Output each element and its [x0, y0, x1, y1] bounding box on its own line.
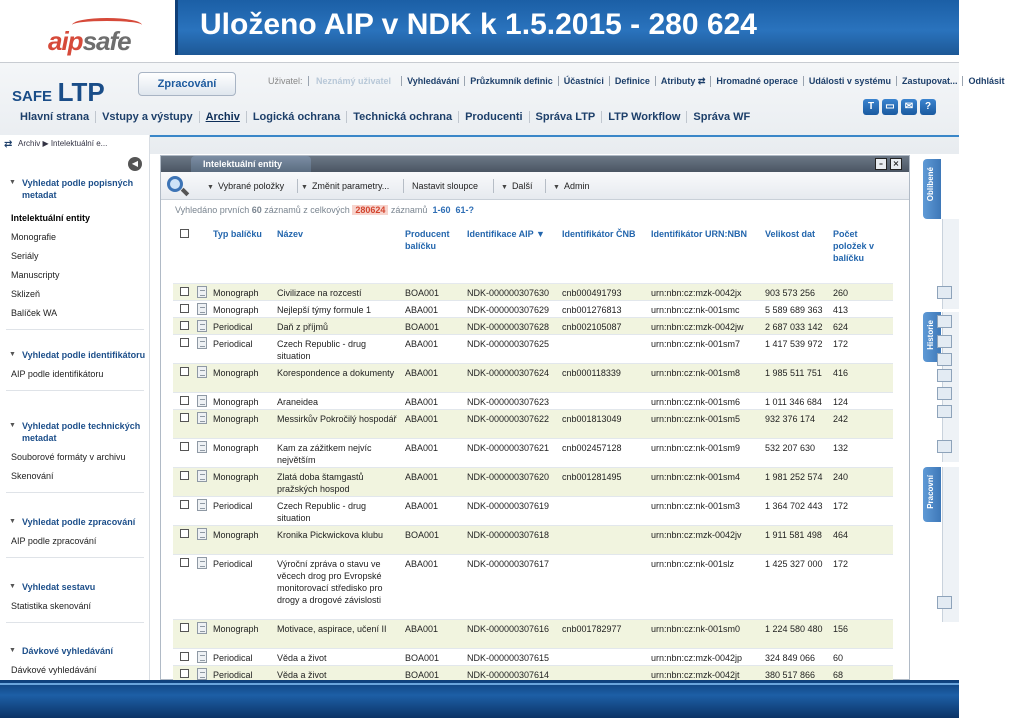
- cell-size: 1 224 580 480: [765, 624, 823, 634]
- row-checkbox[interactable]: [180, 338, 189, 347]
- row-checkbox[interactable]: [180, 304, 189, 313]
- select-all-checkbox[interactable]: [180, 229, 189, 238]
- document-icon[interactable]: [197, 337, 207, 349]
- row-checkbox[interactable]: [180, 287, 189, 296]
- cell-name: Kam za zážitkem nejvíc největším: [277, 443, 372, 465]
- cell-name: Czech Republic - drug situation: [277, 339, 367, 361]
- document-icon[interactable]: [197, 303, 207, 315]
- table-row[interactable]: [173, 301, 893, 318]
- cell-size: 1 011 346 684: [765, 397, 822, 407]
- cell-count: 124: [833, 397, 849, 407]
- list-icon[interactable]: [937, 596, 952, 609]
- rail-tab-label: Pracovní: [926, 475, 935, 509]
- rail-tab-label: Oblíbené: [926, 167, 935, 202]
- row-checkbox[interactable]: [180, 529, 189, 538]
- cell-size: 2 687 033 142: [765, 322, 823, 332]
- cell-urn: urn:nbn:cz:nk-001sm9: [651, 443, 741, 453]
- cell-name: Araneidea: [277, 397, 319, 407]
- row-checkbox[interactable]: [180, 413, 189, 422]
- result-first: 60: [251, 205, 262, 215]
- sidebar-section: [0, 516, 150, 558]
- sidebar-item[interactable]: Dávkové vyhledávání: [11, 665, 97, 675]
- breadcrumb: [0, 135, 150, 155]
- document-icon[interactable]: [937, 405, 952, 418]
- table-row[interactable]: [173, 410, 893, 439]
- cell-name: Zlatá doba štamgastů pražských hospod: [277, 472, 364, 494]
- sidebar-divider: [6, 329, 144, 330]
- cell-name: Věda a život: [277, 653, 327, 663]
- cell-cnb: cnb001782977: [562, 624, 622, 634]
- cell-urn: urn:nbn:cz:nk-001sm7: [651, 339, 741, 349]
- cell-count: 464: [833, 530, 849, 540]
- cell-count: 68: [833, 670, 844, 680]
- sidebar-item[interactable]: Manuscripty: [11, 270, 60, 280]
- section-tab-zpracovani[interactable]: Zpracování: [138, 72, 236, 96]
- cell-urn: urn:nbn:cz:mzk-0042jw: [651, 322, 744, 332]
- sidebar-divider: [6, 390, 144, 391]
- nav-item-1[interactable]: Vstupy a výstupy: [96, 111, 199, 123]
- cell-urn: urn:nbn:cz:nk-001sm4: [651, 472, 741, 482]
- column-header-1[interactable]: Název: [277, 229, 304, 239]
- row-checkbox[interactable]: [180, 669, 189, 678]
- cell-type: Periodical: [213, 322, 253, 332]
- sidebar-section-title[interactable]: ▼ Vyhledat podle popisných metadat: [0, 177, 150, 201]
- sidebar-section: [0, 420, 150, 493]
- cell-producer: ABA001: [405, 501, 439, 511]
- cell-urn: urn:nbn:cz:nk-001sm6: [651, 397, 741, 407]
- sidebar-section: [0, 349, 150, 391]
- cell-aip: NDK-000000307615: [467, 653, 550, 663]
- search-icon[interactable]: [165, 175, 189, 197]
- cell-urn: urn:nbn:cz:nk-001sm3: [651, 501, 741, 511]
- column-header-4[interactable]: Identifikátor ČNB: [562, 229, 636, 239]
- table-row[interactable]: [173, 335, 893, 364]
- cell-name: Daň z příjmů: [277, 322, 329, 332]
- row-checkbox[interactable]: [180, 558, 189, 567]
- cell-urn: urn:nbn:cz:nk-001sm0: [651, 624, 741, 634]
- column-header-2[interactable]: Producent balíčku: [405, 229, 450, 251]
- panel-tab-intelektualni-entity[interactable]: Intelektuální entity: [191, 156, 311, 172]
- cell-count: 260: [833, 288, 849, 298]
- document-icon[interactable]: [197, 557, 207, 569]
- footer-stripe: [0, 683, 959, 685]
- set-columns-button[interactable]: Nastavit sloupce: [412, 181, 479, 191]
- cell-type: Monograph: [213, 530, 259, 540]
- cell-aip: NDK-000000307618: [467, 530, 550, 540]
- document-icon[interactable]: [937, 353, 952, 366]
- sidebar-section-title[interactable]: ▼ Vyhledat podle identifikátoru: [0, 349, 150, 361]
- nav-item-2[interactable]: Archiv: [200, 111, 247, 123]
- window-icon[interactable]: ▭: [882, 99, 898, 115]
- cell-size: 380 517 866: [765, 670, 816, 680]
- sidebar-item[interactable]: Intelektuální entity: [11, 213, 91, 223]
- cell-aip: NDK-000000307616: [467, 624, 550, 634]
- logo-text: [48, 26, 131, 57]
- main-nav: [14, 111, 756, 123]
- cell-aip: NDK-000000307623: [467, 397, 550, 407]
- rail-tab-pracovni[interactable]: [923, 467, 941, 522]
- sidebar-item[interactable]: Balíček WA: [11, 308, 58, 318]
- sidebar-item[interactable]: Statistika skenování: [11, 601, 92, 611]
- sidebar-item[interactable]: Seriály: [11, 251, 39, 261]
- panel-toolbar: [161, 172, 909, 200]
- table-row[interactable]: [173, 393, 893, 410]
- cell-urn: urn:nbn:cz:nk-001slz: [651, 559, 735, 569]
- cell-urn: urn:nbn:cz:mzk-0042jt: [651, 670, 740, 680]
- cell-urn: urn:nbn:cz:mzk-0042jv: [651, 530, 742, 540]
- table-body: [173, 284, 893, 717]
- cell-size: 1 425 327 000: [765, 559, 823, 569]
- cell-producer: BOA001: [405, 670, 440, 680]
- column-header-0[interactable]: Typ balíčku: [213, 229, 262, 239]
- user-name: Neznámý uživatel: [316, 76, 392, 86]
- cell-name: Civilizace na rozcestí: [277, 288, 362, 298]
- top-link-8[interactable]: Odhlásit: [968, 76, 1005, 86]
- row-checkbox[interactable]: [180, 623, 189, 632]
- user-label: Uživatel:: [263, 76, 309, 86]
- cell-count: 172: [833, 339, 849, 349]
- top-link-0[interactable]: Vyhledávání: [402, 76, 465, 86]
- cell-name: Czech Republic - drug situation: [277, 501, 367, 523]
- cell-producer: ABA001: [405, 368, 439, 378]
- cell-aip: NDK-000000307619: [467, 501, 550, 511]
- cell-count: 156: [833, 624, 849, 634]
- sidebar-section-title[interactable]: ▼ Dávkové vyhledávání: [0, 645, 150, 657]
- column-header-5[interactable]: Identifikátor URN:NBN: [651, 229, 747, 239]
- cell-producer: ABA001: [405, 559, 439, 569]
- table-row[interactable]: [173, 497, 893, 526]
- sidebar-divider: [6, 492, 144, 493]
- sidebar-item[interactable]: AIP podle zpracování: [11, 536, 97, 546]
- document-icon[interactable]: [197, 528, 207, 540]
- safe-ltp-brand: [12, 77, 105, 108]
- cell-producer: BOA001: [405, 653, 440, 663]
- cell-type: Monograph: [213, 305, 259, 315]
- change-params-menu[interactable]: ▼ Změnit parametry...: [301, 181, 389, 191]
- cell-type: Monograph: [213, 472, 259, 482]
- cell-cnb: cnb001281495: [562, 472, 622, 482]
- cell-count: 172: [833, 501, 849, 511]
- nav-item-5[interactable]: Producenti: [459, 111, 529, 123]
- right-rail: [920, 155, 959, 680]
- table-row[interactable]: [173, 284, 893, 301]
- sidebar-item[interactable]: Souborové formáty v archivu: [11, 452, 126, 462]
- results-table: [173, 226, 893, 717]
- row-checkbox[interactable]: [180, 500, 189, 509]
- column-header-3[interactable]: Identifikace AIP ▼: [467, 229, 545, 239]
- cell-producer: BOA001: [405, 530, 440, 540]
- brand-ltp: LTP: [57, 77, 105, 107]
- cell-producer: ABA001: [405, 397, 439, 407]
- cell-name: Korespondence a dokumenty: [277, 368, 395, 378]
- table-row[interactable]: [173, 555, 893, 620]
- list-icon[interactable]: [937, 369, 952, 382]
- sidebar: [0, 135, 150, 680]
- breadcrumb-text[interactable]: Archiv ▶ Intelektuální e...: [18, 139, 108, 148]
- cell-name: Messirkův Pokročilý hospodář: [277, 414, 397, 424]
- document-icon[interactable]: [197, 441, 207, 453]
- cell-type: Periodical: [213, 670, 253, 680]
- cell-count: 172: [833, 559, 849, 569]
- cell-size: 1 364 702 443: [765, 501, 823, 511]
- cell-name: Kronika Pickwickova klubu: [277, 530, 384, 540]
- cell-count: 413: [833, 305, 849, 315]
- close-icon[interactable]: ×: [890, 158, 902, 170]
- cell-size: 1 981 252 574: [765, 472, 823, 482]
- slide-header: [0, 0, 959, 62]
- cell-name: Nejlepší týmy formule 1: [277, 305, 372, 315]
- cell-producer: ABA001: [405, 305, 439, 315]
- document-icon[interactable]: [197, 470, 207, 482]
- cell-type: Monograph: [213, 288, 259, 298]
- row-checkbox[interactable]: [180, 442, 189, 451]
- sidebar-section: [0, 177, 150, 330]
- cell-producer: ABA001: [405, 472, 439, 482]
- document-icon[interactable]: [197, 366, 207, 378]
- sidebar-item[interactable]: AIP podle identifikátoru: [11, 369, 104, 379]
- cell-name: Motivace, aspirace, učení II: [277, 624, 387, 634]
- aipsafe-logo: [20, 8, 140, 54]
- sidebar-section-title[interactable]: ▼ Vyhledat podle technických metadat: [0, 420, 150, 444]
- list-icon[interactable]: [937, 286, 952, 299]
- sidebar-section-title[interactable]: ▼ Vyhledat podle zpracování: [0, 516, 150, 528]
- cell-urn: urn:nbn:cz:mzk-0042jp: [651, 653, 743, 663]
- sidebar-item[interactable]: Skenování: [11, 471, 54, 481]
- top-link-7[interactable]: Zastupovat...: [897, 76, 964, 86]
- nav-item-6[interactable]: Správa LTP: [530, 111, 603, 123]
- nav-item-7[interactable]: LTP Workflow: [602, 111, 687, 123]
- cell-cnb: cnb001813049: [562, 414, 622, 424]
- search-results-panel: [160, 155, 910, 680]
- cell-size: 324 849 066: [765, 653, 816, 663]
- top-links: [258, 73, 1009, 89]
- cell-size: 903 573 256: [765, 288, 816, 298]
- sidebar-item[interactable]: Monografie: [11, 232, 57, 242]
- top-link-1[interactable]: Průzkumník definic: [465, 76, 559, 86]
- cell-type: Periodical: [213, 339, 253, 349]
- nav-item-4[interactable]: Technická ochrana: [347, 111, 459, 123]
- result-summary: [175, 205, 474, 215]
- cell-cnb: cnb002105087: [562, 322, 622, 332]
- slide-footer-bar: [0, 680, 959, 718]
- header-icons: [863, 99, 936, 115]
- document-icon[interactable]: [197, 286, 207, 298]
- sidebar-section-title[interactable]: ▼ Vyhledat sestavu: [0, 581, 150, 593]
- cell-type: Monograph: [213, 397, 259, 407]
- page-link-current[interactable]: 1-60: [432, 205, 451, 215]
- cell-count: 60: [833, 653, 844, 663]
- help-icon[interactable]: ?: [920, 99, 936, 115]
- cell-aip: NDK-000000307624: [467, 368, 550, 378]
- document-icon[interactable]: [197, 320, 207, 332]
- cell-aip: NDK-000000307614: [467, 670, 550, 680]
- document-icon[interactable]: [197, 668, 207, 680]
- nav-item-0[interactable]: Hlavní strana: [14, 111, 96, 123]
- result-prefix: Vyhledáno prvních: [175, 205, 250, 215]
- result-mid: záznamů z celkových: [264, 205, 350, 215]
- sidebar-section: [0, 581, 150, 623]
- table-row[interactable]: [173, 620, 893, 649]
- mail-icon[interactable]: ✉: [901, 99, 917, 115]
- column-header-7[interactable]: Počet položek v balíčku: [833, 229, 875, 263]
- cell-urn: urn:nbn:cz:mzk-0042jx: [651, 288, 742, 298]
- sidebar-section: [0, 645, 150, 680]
- document-icon[interactable]: [197, 499, 207, 511]
- row-checkbox[interactable]: [180, 652, 189, 661]
- cell-urn: urn:nbn:cz:nk-001sm8: [651, 368, 741, 378]
- top-link-3[interactable]: Definice: [610, 76, 656, 86]
- document-icon[interactable]: [937, 387, 952, 400]
- cell-count: 240: [833, 472, 849, 482]
- cell-count: 242: [833, 414, 849, 424]
- row-checkbox[interactable]: [180, 367, 189, 376]
- table-row[interactable]: [173, 649, 893, 666]
- column-header-6[interactable]: Velikost dat: [765, 229, 816, 239]
- next-menu[interactable]: ▼ Další: [501, 181, 532, 191]
- cell-type: Periodical: [213, 559, 253, 569]
- cell-producer: ABA001: [405, 443, 439, 453]
- table-row[interactable]: [173, 526, 893, 555]
- row-checkbox[interactable]: [180, 396, 189, 405]
- cell-aip: NDK-000000307620: [467, 472, 550, 482]
- cell-count: 132: [833, 443, 849, 453]
- toolbar-separator: [493, 179, 494, 193]
- user-info: [258, 76, 402, 86]
- sidebar-divider: [6, 622, 144, 623]
- logo-aip: aip: [48, 26, 83, 56]
- row-checkbox[interactable]: [180, 321, 189, 330]
- cell-cnb: cnb000491793: [562, 288, 622, 298]
- cell-aip: NDK-000000307628: [467, 322, 550, 332]
- toolbar-separator: [403, 179, 404, 193]
- nav-item-8[interactable]: Správa WF: [693, 111, 751, 123]
- cell-producer: BOA001: [405, 322, 440, 332]
- cell-producer: BOA001: [405, 288, 440, 298]
- table-row[interactable]: [173, 439, 893, 468]
- user-icon[interactable]: [937, 315, 952, 328]
- cell-aip: NDK-000000307630: [467, 288, 550, 298]
- toolbar-separator: [545, 179, 546, 193]
- document-icon[interactable]: [197, 395, 207, 407]
- cell-size: 532 207 630: [765, 443, 816, 453]
- cell-type: Periodical: [213, 653, 253, 663]
- top-link-5[interactable]: Hromadné operace: [711, 76, 804, 86]
- cell-producer: ABA001: [405, 414, 439, 424]
- table-row[interactable]: [173, 318, 893, 335]
- cell-count: 624: [833, 322, 849, 332]
- panel-title-bar: [161, 156, 909, 172]
- slide-title: Uloženo AIP v NDK k 1.5.2015 - 280 624: [200, 8, 757, 41]
- search-list-icon[interactable]: [937, 440, 952, 453]
- cell-count: 416: [833, 368, 849, 378]
- table-header: [173, 226, 893, 284]
- text-icon[interactable]: T: [863, 99, 879, 115]
- cell-cnb: cnb000118339: [562, 368, 621, 378]
- cell-urn: urn:nbn:cz:nk-001sm5: [651, 414, 741, 424]
- table-row[interactable]: [173, 364, 893, 393]
- cell-size: 1 911 581 498: [765, 530, 822, 540]
- cell-type: Monograph: [213, 443, 259, 453]
- rail-tab-oblibene[interactable]: [923, 159, 941, 219]
- cell-urn: urn:nbn:cz:nk-001smc: [651, 305, 740, 315]
- result-total: 280624: [352, 205, 388, 215]
- collapse-sidebar-icon[interactable]: ◀: [128, 157, 142, 171]
- refresh-icon[interactable]: ⇄: [4, 139, 13, 150]
- brand-safe: SAFE: [12, 88, 53, 105]
- top-link-6[interactable]: Události v systému: [804, 76, 897, 86]
- cell-aip: NDK-000000307622: [467, 414, 550, 424]
- rail-tab-label: Historie: [926, 320, 935, 350]
- cell-producer: ABA001: [405, 624, 439, 634]
- nav-item-3[interactable]: Logická ochrana: [247, 111, 347, 123]
- cell-aip: NDK-000000307621: [467, 443, 550, 453]
- sidebar-item[interactable]: Sklizeň: [11, 289, 41, 299]
- top-link-2[interactable]: Účastníci: [559, 76, 610, 86]
- cell-name: Výroční zpráva o stavu ve věcech drog pro Evropské monitorovací středisko pro drogy a drogové závislosti: [277, 559, 383, 605]
- cell-size: 1 417 539 972: [765, 339, 823, 349]
- document-icon[interactable]: [197, 651, 207, 663]
- panel-window-buttons: [875, 158, 902, 170]
- cell-type: Monograph: [213, 368, 259, 378]
- document-icon[interactable]: [197, 412, 207, 424]
- row-checkbox[interactable]: [180, 471, 189, 480]
- cell-size: 5 589 689 363: [765, 305, 823, 315]
- admin-menu[interactable]: ▼ Admin: [553, 181, 589, 191]
- cell-producer: ABA001: [405, 339, 439, 349]
- cell-size: 1 985 511 751: [765, 368, 822, 378]
- cell-type: Monograph: [213, 624, 259, 634]
- result-suffix: záznamů: [390, 205, 428, 215]
- cell-aip: NDK-000000307625: [467, 339, 550, 349]
- cell-aip: NDK-000000307617: [467, 559, 550, 569]
- cell-type: Monograph: [213, 414, 259, 424]
- cell-cnb: cnb001276813: [562, 305, 622, 315]
- cell-name: Věda a život: [277, 670, 327, 680]
- minimize-icon[interactable]: –: [875, 158, 887, 170]
- cell-type: Periodical: [213, 501, 253, 511]
- logo-safe: safe: [82, 26, 131, 56]
- cell-cnb: cnb002457128: [562, 443, 622, 453]
- top-link-4[interactable]: Atributy ⇄: [656, 76, 712, 87]
- page-link-next[interactable]: 61-?: [455, 205, 474, 215]
- toolbar-separator: [297, 179, 298, 193]
- cell-aip: NDK-000000307629: [467, 305, 550, 315]
- title-bar: [175, 0, 959, 55]
- sidebar-divider: [6, 557, 144, 558]
- table-row[interactable]: [173, 468, 893, 497]
- document-icon[interactable]: [937, 335, 952, 348]
- cell-size: 932 376 174: [765, 414, 816, 424]
- selected-items-menu[interactable]: ▼ Vybrané položky: [207, 181, 284, 191]
- document-icon[interactable]: [197, 622, 207, 634]
